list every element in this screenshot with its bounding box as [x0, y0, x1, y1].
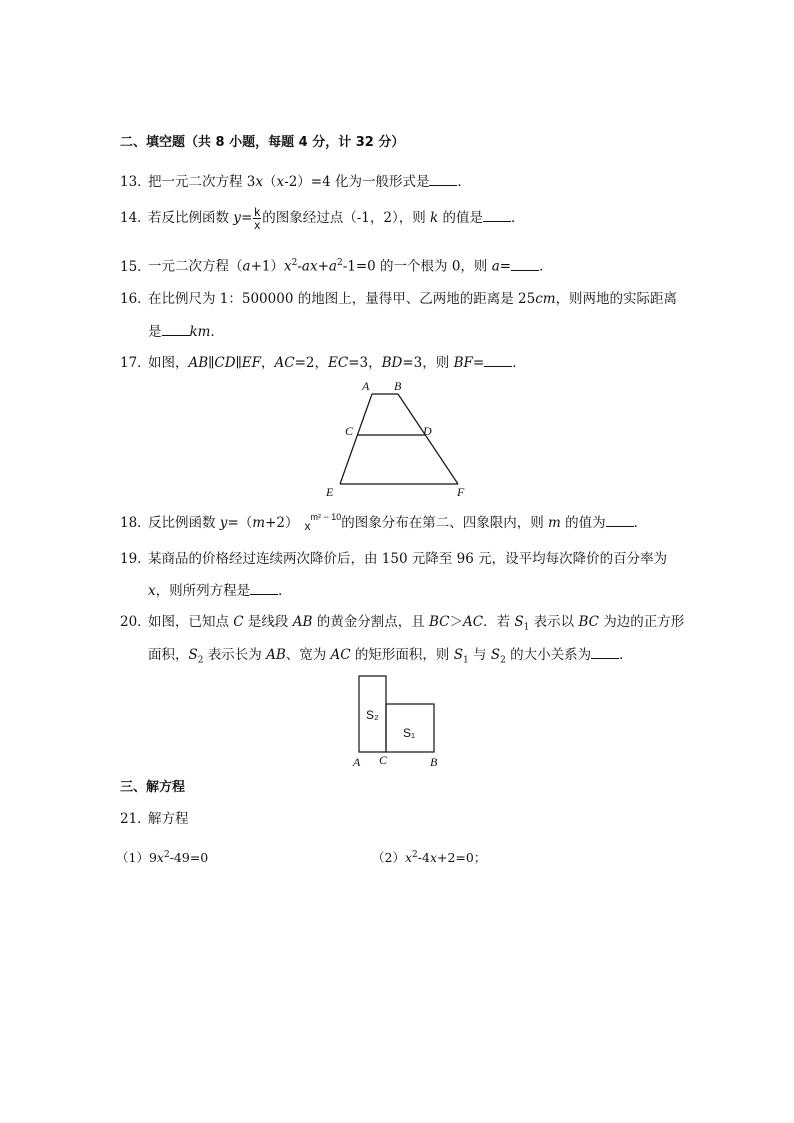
question-17: 17．如图，AB∥CD∥EF，AC=2，EC=3，BD=3，则 BF= ． — [120, 355, 526, 371]
label-s2: S₂ — [366, 708, 379, 722]
question-14: 14．若反比例函数 y= $\frac{k}{x}$ 的图象经过点（-1，2），则 k 的值是 ． — [120, 205, 525, 232]
section-heading-equations: 三、解方程 — [120, 780, 186, 795]
question-number: 13． — [120, 174, 151, 190]
question-19-line2: x，则所列方程是 ． — [148, 583, 292, 599]
answer-blank[interactable] — [483, 208, 511, 222]
answer-blank[interactable] — [429, 172, 457, 186]
trapezoid-figure — [320, 376, 480, 506]
label-b: B — [430, 755, 438, 769]
question-number: 14． — [120, 210, 151, 226]
question-13: 13．把一元二次方程 3x（x-2）=4 化为一般形式是 ． — [120, 174, 471, 190]
label-c: C — [345, 424, 354, 438]
fraction-k-over-x: $\frac{k}{x}$ — [254, 205, 261, 232]
label-a: A — [362, 379, 370, 393]
answer-blank[interactable] — [250, 581, 278, 595]
question-number: 18． — [120, 515, 151, 531]
question-18: 18．反比例函数 y=（m+2） $x^{m^2 - 10}$的图象分布在第二、四象限内，则 m 的值为 ． — [120, 512, 648, 533]
question-number: 16． — [120, 291, 151, 307]
label-e: E — [326, 485, 334, 499]
question-number: 19． — [120, 551, 151, 567]
question-number: 21． — [120, 811, 151, 827]
question-16: 16．在比例尺为 1：500000 的地图上，量得甲、乙两地的距离是 25cm，则两地的实际距离 — [120, 291, 678, 307]
segment-bf — [398, 394, 458, 484]
question-20-line2: 面积，$S_2$ 表示长为 AB、宽为 AC 的矩形面积，则 $S_1$ 与 $S_2$ 的大小关系为 ． — [148, 647, 633, 666]
segment-ae — [340, 394, 372, 484]
question-16-line2: 是 km． — [148, 324, 224, 340]
question-15: 15．一元二次方程$(a+1)x^2-ax+a^2-1=0$ 的一个根为 0，则 a= ． — [120, 258, 553, 275]
question-21: 21．解方程 — [120, 811, 189, 827]
exponent: m² − 10 — [310, 512, 342, 522]
label-a: A — [353, 755, 361, 769]
question-number: 20． — [120, 614, 151, 630]
question-20: 20．如图，已知点 C 是线段 AB 的黄金分割点，且 BC＞AC．若 $S_1$ 表示以 BC 为边的正方形 — [120, 614, 685, 633]
question-21-part1: $(1)9x^2-49=0$ — [116, 850, 209, 866]
golden-section-figure — [348, 670, 458, 772]
label-d: D — [423, 424, 432, 438]
answer-blank[interactable] — [162, 322, 190, 336]
label-s1: S₁ — [403, 726, 416, 740]
answer-blank[interactable] — [606, 513, 634, 527]
section-heading-fill-in: 二、填空题（共 8 小题，每题 4 分，计 32 分） — [120, 135, 405, 150]
answer-blank[interactable] — [591, 645, 619, 659]
label-b: B — [394, 379, 402, 393]
label-f: F — [457, 485, 465, 499]
question-19: 19．某商品的价格经过连续两次降价后，由 150 元降至 96 元，设平均每次降价的百分率为 — [120, 551, 668, 567]
question-21-part2: $(2)x^2-4x+2=0$； — [372, 850, 487, 866]
answer-blank[interactable] — [484, 353, 512, 367]
question-number: 17． — [120, 355, 151, 371]
question-number: 15． — [120, 258, 151, 275]
label-c: C — [379, 753, 388, 767]
answer-blank[interactable] — [511, 257, 539, 271]
